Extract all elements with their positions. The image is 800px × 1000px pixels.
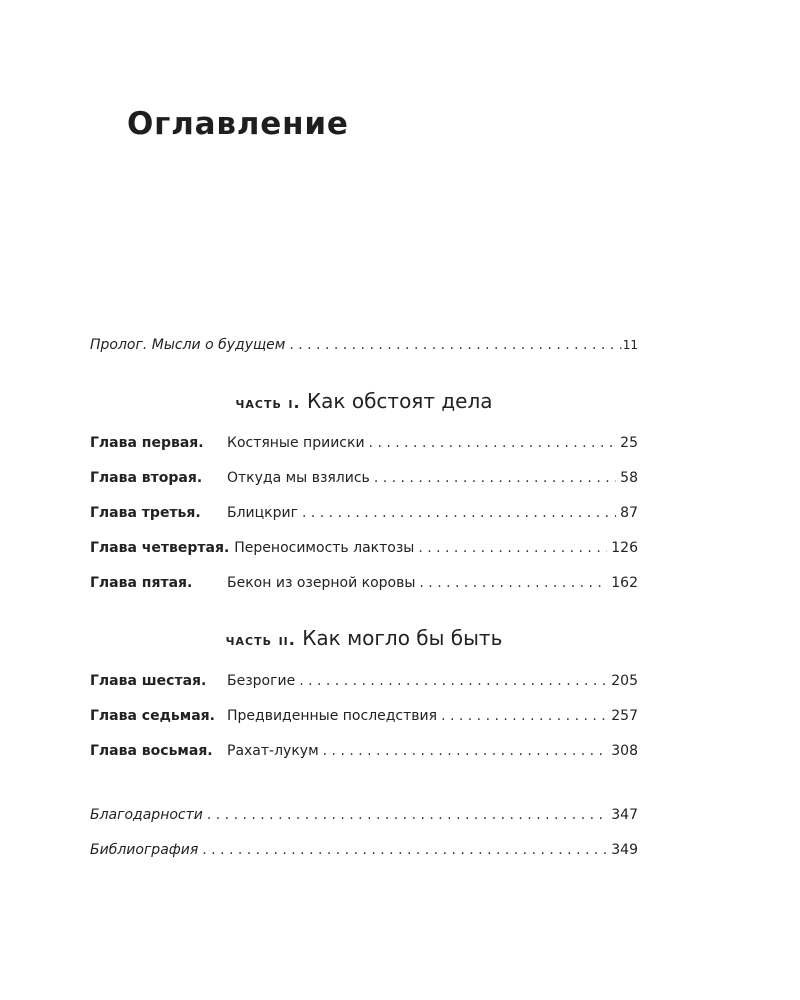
chapter-page: 25 [620,435,638,451]
page-title: Оглавление [127,106,349,142]
chapter-label: Глава первая. [90,435,204,451]
dot-leader [323,741,608,761]
toc-entry-chapter-2[interactable] [90,468,638,488]
dot-leader [302,503,616,523]
part-title: Как обстоят дела [306,389,493,413]
toc-entry-chapter-6[interactable] [90,671,638,691]
chapter-page: 308 [611,743,638,759]
dot-leader [207,805,607,825]
toc-entry-page: .11 [618,338,638,352]
chapter-page: 162 [611,575,638,591]
chapter-page: 257 [611,708,638,724]
chapter-page: 205 [611,673,638,689]
toc-entry-bibliography[interactable] [90,840,638,860]
toc-entry-page: 349 [611,842,638,858]
part-title: Как могло бы быть [302,626,503,650]
chapter-label: Глава шестая. [90,673,207,689]
toc-entry-chapter-8[interactable] [90,741,638,761]
toc-entry-acknowledgements[interactable] [90,805,638,825]
toc-entry-title: Пролог. Мысли о будущем [90,337,286,353]
dot-leader [374,468,616,488]
chapter-label: Глава пятая. [90,575,193,591]
chapter-label: Глава четвертая. [90,540,230,556]
chapter-title: Откуда мы взялись [227,470,370,486]
toc-entry-title: Благодарности [90,807,203,823]
chapter-title: Безрогие [227,673,296,689]
toc-entry-chapter-5[interactable] [90,573,638,593]
chapter-label: Глава седьмая. [90,708,215,724]
chapter-page: 87 [620,505,638,521]
dot-leader [289,335,615,355]
chapter-page: 126 [611,540,638,556]
chapter-title: Блицкриг [227,505,298,521]
dot-leader [419,573,607,593]
toc-entry-chapter-3[interactable] [90,503,638,523]
part-heading-2 [90,625,638,653]
dot-leader [369,433,617,453]
chapter-page: 58 [620,470,638,486]
dot-leader [202,840,607,860]
toc-entry-page: 347 [611,807,638,823]
toc-entry-chapter-1[interactable] [90,433,638,453]
part-heading-1 [90,388,638,416]
dot-leader [418,538,607,558]
chapter-label: Глава вторая. [90,470,203,486]
toc-entry-title: Библиография [90,842,199,858]
chapter-label: Глава третья. [90,505,201,521]
toc-entry-prologue[interactable] [90,335,638,355]
part-number: часть i. [235,393,301,412]
dot-leader [441,706,607,726]
chapter-title: Бекон из озерной коровы [227,575,416,591]
chapter-title: Костяные прииски [227,435,365,451]
toc-entry-chapter-7[interactable] [90,706,638,726]
chapter-title: Предвиденные последствия [227,708,438,724]
dot-leader [299,671,607,691]
toc-entry-chapter-4[interactable] [90,538,638,558]
part-number: часть ii. [225,630,296,649]
chapter-title: Переносимость лактозы [234,540,415,556]
chapter-label: Глава восьмая. [90,743,213,759]
chapter-title: Рахат-лукум [227,743,319,759]
